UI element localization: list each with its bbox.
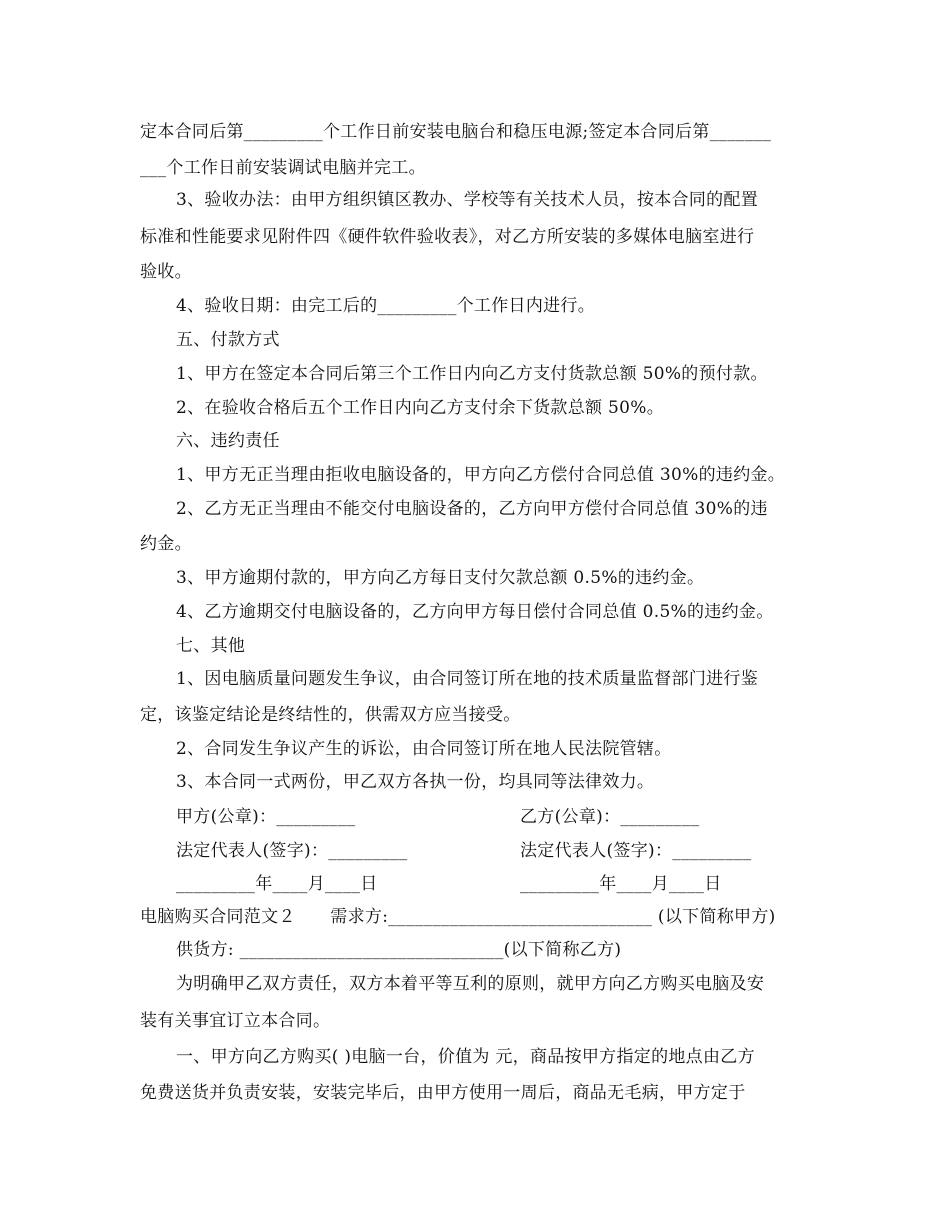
party-a-representative-field: 法定代表人(签字)：_________ [176,841,408,861]
party-b-seal-field: 乙方(公章)：_________ [520,807,700,827]
paragraph-line: 验收。 [140,262,192,282]
paragraph-line: 一、甲方向乙方购买( )电脑一台，价值为 元，商品按甲方指定的地点由乙方 [176,1047,755,1067]
paragraph-line: 定，该鉴定结论是终结性的，供需双方应当接受。 [140,705,521,725]
paragraph-line: 1、甲方无正当理由拒收电脑设备的，甲方向乙方偿付合同总值 30%的违约金。 [176,465,786,485]
paragraph-line: 3、验收办法：由甲方组织镇区教办、学校等有关技术人员，按本合同的配置 [176,190,759,210]
paragraph-line: 定本合同后第_________个工作日前安装电脑台和稳压电源;签定本合同后第_______ [140,122,772,142]
paragraph-line: 约金。 [140,534,192,554]
paragraph-line: 标准和性能要求见附件四《硬件软件验收表》，对乙方所安装的多媒体电脑室进行 [140,227,755,247]
section-heading: 七、其他 [176,636,246,656]
paragraph-line: 免费送货并负责安装，安装完毕后，由甲方使用一周后，商品无毛病，甲方定于 [140,1083,746,1103]
party-a-seal-field: 甲方(公章)：_________ [176,807,356,827]
paragraph-line: 2、在验收合格后五个工作日内向乙方支付余下货款总额 50%。 [176,398,665,418]
supplier-field: 供货方: ______________________________(以下简称乙方) [176,940,622,960]
paragraph-line: 3、甲方逾期付款的，甲方向乙方每日支付欠款总额 0.5%的违约金。 [176,568,705,588]
paragraph-line: ___个工作日前安装调试电脑并完工。 [140,158,426,178]
party-b-date-field: _________年____月____日 [520,874,722,894]
party-a-date-field: _________年____月____日 [176,874,378,894]
paragraph-line: 1、因电脑质量问题发生争议，由合同签订所在地的技术质量监督部门进行鉴 [176,669,759,689]
paragraph-line: 1、甲方在签定本合同后第三个工作日内向乙方支付货款总额 50%的预付款。 [176,364,768,384]
paragraph-line: 4、验收日期：由完工后的_________个工作日内进行。 [176,296,596,316]
paragraph-line: 4、乙方逾期交付电脑设备的，乙方向甲方每日偿付合同总值 0.5%的违约金。 [176,602,774,622]
section-heading: 五、付款方式 [176,330,280,350]
second-contract-heading: 电脑购买合同范文２ 需求方:______________________________ (以下简称甲方) [140,907,776,927]
section-heading: 六、违约责任 [176,431,280,451]
paragraph-line: 2、合同发生争议产生的诉讼，由合同签订所在地人民法院管辖。 [176,739,672,759]
party-b-representative-field: 法定代表人(签字)：_________ [520,841,752,861]
paragraph-line: 装有关事宜订立本合同。 [140,1011,331,1031]
paragraph-line: 2、乙方无正当理由不能交付电脑设备的，乙方向甲方偿付合同总值 30%的违 [176,499,768,519]
paragraph-line: 3、本合同一式两份，甲乙双方各执一份，均具同等法律效力。 [176,772,655,792]
paragraph-line: 为明确甲乙双方责任，双方本着平等互利的原则，就甲方向乙方购买电脑及安 [176,974,765,994]
